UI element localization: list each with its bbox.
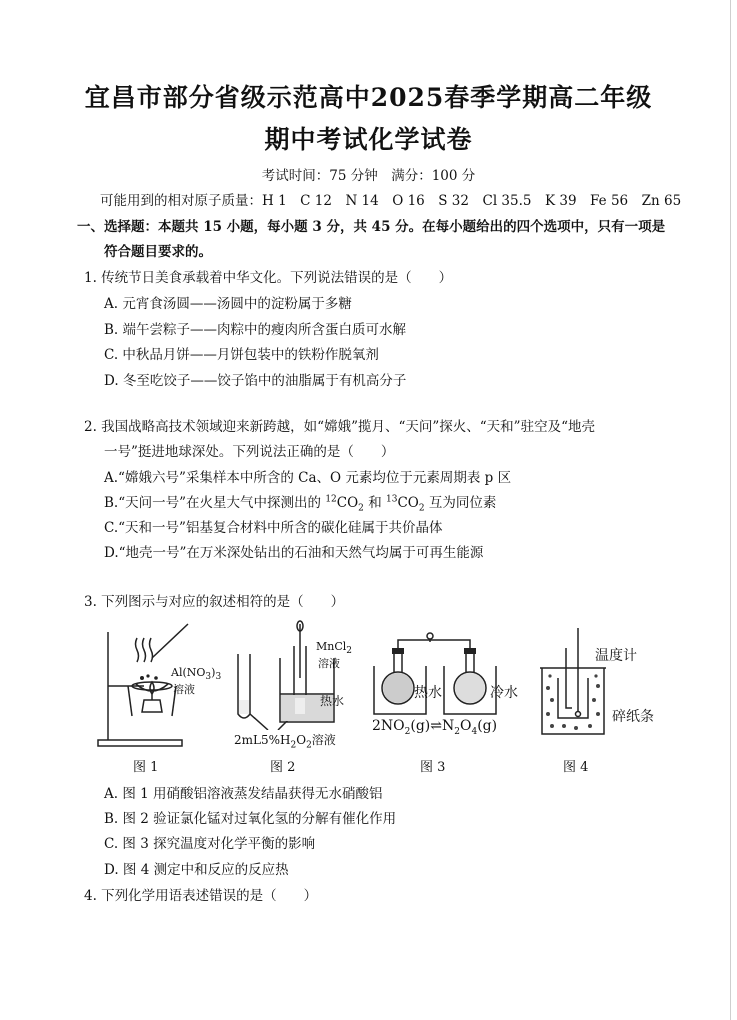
q2-option-b: B.“天问一号”在火星大气中探测出的 $^{12}CO_2$ 和 $^{13}CO_2$ 互为同位素: [104, 494, 497, 514]
q1-option-c: C. 中秋品月饼——月饼包装中的铁粉作脱氧剂: [104, 347, 379, 363]
fig2-h2o2-label: $2mL5\%H_2O_2$溶液: [234, 733, 336, 751]
section-heading-line2: 符合题目要求的。: [104, 244, 212, 260]
q3-option-a: A. 图 1 用硝酸铝溶液蒸发结晶获得无水硝酸铝: [104, 786, 383, 802]
fig4-thermometer: 温度计: [595, 648, 637, 664]
figure-3-connected-flasks: [370, 626, 500, 718]
q1-option-d: D. 冬至吃饺子——饺子馅中的油脂属于有机高分子: [104, 373, 407, 389]
fig3-equation: $2NO_2(g)\rightleftharpoons N_2O_4(g)$: [372, 718, 498, 737]
fig1-caption: 图 1: [133, 760, 159, 775]
q2-option-d: D.“地壳一号”在万米深处钻出的石油和天然气均属于可再生能源: [104, 545, 484, 561]
figure-2-test-tubes: [228, 618, 338, 730]
q1-stem: 1. 传统节日美食承载着中华文化。下列说法错误的是（ ）: [84, 270, 453, 286]
q2-option-c: C.“天和一号”铝基复合材料中所含的碳化硅属于共价晶体: [104, 520, 443, 536]
fig3-caption: 图 3: [420, 760, 446, 775]
q3-option-d: D. 图 4 测定中和反应的反应热: [104, 862, 289, 878]
q2-option-a: A.“嫦娥六号”采集样本中所含的 Ca、O 元素均位于元素周期表 p 区: [104, 470, 512, 486]
fig1-label: $Al(NO_3)_3$: [171, 666, 222, 683]
q1-option-a: A. 元宵食汤圆——汤圆中的淀粉属于多糖: [104, 296, 352, 312]
q3-option-b: B. 图 2 验证氯化锰对过氧化氢的分解有催化作用: [104, 811, 397, 827]
fig2-caption: 图 2: [270, 760, 296, 775]
q2-stem-line1: 2. 我国战略高技术领域迎来新跨越，如“嫦娥”揽月、“天问”探火、“天和”驻空及“地壳: [84, 419, 595, 435]
fig2-mncl2-solution: 溶液: [318, 657, 340, 670]
fig4-paper-strips: 碎纸条: [612, 709, 654, 725]
atomic-masses: 可能用到的相对原子质量：H 1 C 12 N 14 O 16 S 32 Cl 35.5 K 39 Fe 56 Zn 65: [100, 193, 682, 209]
fig3-cold-water: 冷水: [490, 685, 518, 701]
q3-stem: 3. 下列图示与对应的叙述相符的是（ ）: [84, 594, 345, 610]
fig2-hot-water: 热水: [320, 694, 345, 708]
page-title-line1: 宜昌市部分省级示范高中2025春季学期高二年级: [84, 83, 653, 112]
q3-option-c: C. 图 3 探究温度对化学平衡的影响: [104, 836, 316, 852]
fig4-caption: 图 4: [563, 760, 589, 775]
fig2-mncl2-label: MnCl$_2$: [316, 640, 353, 657]
page-title-line2: 期中考试化学试卷: [264, 125, 473, 154]
q4-stem: 4. 下列化学用语表述错误的是（ ）: [84, 888, 318, 904]
fig1-label-solution: 溶液: [173, 683, 195, 696]
fig3-hot-water: 热水: [414, 685, 442, 701]
q2-stem-line2: 一号”挺进地球深处。下列说法正确的是（ ）: [104, 444, 395, 460]
exam-info: 考试时间：75 分钟 满分：100 分: [261, 168, 476, 184]
section-heading-line1: 一、选择题：本题共 15 小题，每小题 3 分，共 45 分。在每小题给出的四个选项中，只有一项是: [77, 219, 666, 235]
q1-option-b: B. 端午尝粽子——肉粽中的瘦肉所含蛋白质可水解: [104, 322, 407, 338]
